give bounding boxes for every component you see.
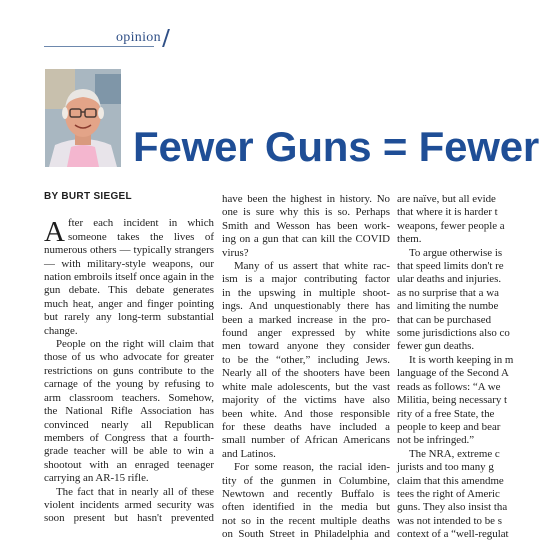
text-line: that where it is harder t bbox=[397, 206, 498, 219]
text-line: To argue otherwise is bbox=[409, 246, 503, 259]
text-line: — with military-style weapons, our bbox=[44, 257, 214, 270]
text-line: arm classroom teachers. Somehow, bbox=[44, 391, 214, 404]
text-line: been a marked increase in the pro- bbox=[222, 313, 390, 326]
text-line: people to keep and bear bbox=[397, 420, 501, 433]
text-line: in the upswing in multiple shoot- bbox=[222, 286, 390, 299]
article-headline: Fewer Guns = Fewer bbox=[133, 123, 539, 170]
text-line: tees the right of Americ bbox=[397, 487, 500, 500]
text-line: to be the “other,” including Jews. bbox=[222, 353, 390, 366]
text-line: guns. They also insist tha bbox=[397, 501, 508, 514]
text-line: fter each incident in which bbox=[67, 217, 214, 230]
text-line: gun debate. This debate generates bbox=[44, 284, 214, 297]
text-line: fewer gun deaths. bbox=[397, 340, 475, 353]
text-line: virus? bbox=[222, 246, 249, 259]
text-line: The fact that in nearly all of these bbox=[56, 485, 214, 498]
text-line: that can be purchased bbox=[397, 313, 492, 326]
text-line: ing on a gun that can kill the COVID bbox=[222, 233, 390, 246]
text-line: much heat, anger and finger pointing bbox=[44, 297, 214, 310]
article-column-3 bbox=[397, 193, 517, 541]
text-line: are naïve, but all evide bbox=[397, 193, 496, 205]
text-line: found anger expressed by white bbox=[222, 327, 390, 340]
text-line: and limiting the numbe bbox=[397, 300, 499, 313]
text-line: and Latinos. bbox=[222, 447, 276, 460]
text-line: rity of a free State, the bbox=[397, 407, 495, 420]
text-line: language of the Second A bbox=[397, 367, 509, 380]
article-column-1 bbox=[44, 190, 214, 525]
text-line: The NRA, extreme c bbox=[409, 447, 500, 460]
text-line: weapons, fewer people a bbox=[397, 219, 505, 232]
text-line: shootout with an enraged teenager bbox=[44, 458, 214, 471]
text-line: not be infringed.” bbox=[397, 434, 475, 447]
text-line: white male adolescents, but the vast bbox=[222, 380, 390, 393]
text-line: restrictions on guns contribute to the bbox=[44, 364, 214, 377]
text-line: context of a “well-regulat bbox=[397, 528, 509, 541]
text-line: Newtown and recently Buffalo is bbox=[222, 487, 390, 500]
text-line: was not intended to be s bbox=[397, 514, 502, 527]
section-kicker: opinion bbox=[116, 30, 161, 45]
kicker-slash bbox=[162, 29, 170, 47]
text-line: For some reason, the racial iden- bbox=[234, 461, 390, 474]
text-line: that speed limits don't re bbox=[397, 260, 504, 273]
author-photo bbox=[45, 69, 121, 167]
text-line: those of us who advocate for greater bbox=[44, 351, 214, 364]
text-line: soon present but hasn't prevented bbox=[44, 512, 214, 525]
text-line: It is worth keeping in m bbox=[409, 353, 514, 366]
text-line: tity of the gunmen in Columbine, bbox=[222, 474, 390, 487]
text-line: as no surprise that a wa bbox=[397, 286, 499, 299]
text-line: small number of African Americans bbox=[222, 434, 390, 447]
text-line: ism is a major contributing factor bbox=[222, 273, 390, 286]
text-line: reads as follows: “A we bbox=[397, 380, 501, 393]
text-line: not so in the recent multiple deaths bbox=[222, 514, 390, 527]
article-column-2 bbox=[222, 193, 390, 541]
text-line: been white. And those responsible bbox=[222, 407, 390, 420]
text-line: claim that this amendme bbox=[397, 474, 504, 487]
text-line: nation embroils itself once again in the bbox=[44, 271, 214, 284]
text-line: one is sure why this is so. Perhaps bbox=[222, 206, 390, 219]
section-rule bbox=[44, 46, 154, 47]
text-line: carrying an AR-15 rifle. bbox=[44, 472, 149, 485]
text-line: convinced nearly all Republican bbox=[44, 418, 214, 431]
text-line: members of Congress that a fourth- bbox=[44, 431, 214, 444]
text-line: Smith and Wesson has been work- bbox=[222, 219, 390, 232]
author-portrait-image bbox=[45, 69, 121, 167]
text-line: numerous others — typically strangers bbox=[44, 244, 214, 257]
text-line: Militia, being necessary t bbox=[397, 394, 508, 407]
text-line: Many of us assert that white rac- bbox=[234, 260, 390, 273]
text-line: People on the right will claim that bbox=[56, 338, 214, 351]
byline: BY BURT SIEGEL bbox=[44, 191, 132, 202]
text-line: have been the highest in history. No bbox=[222, 193, 390, 205]
text-line: grade teacher will be able to win a bbox=[44, 445, 214, 458]
text-line: them. bbox=[397, 233, 422, 246]
text-line: violent incidents armed security was bbox=[44, 498, 214, 511]
text-line: men toward anyone they consider bbox=[222, 340, 390, 353]
text-line: jurists and too many g bbox=[397, 461, 494, 474]
text-line: for these deaths have included a bbox=[222, 420, 390, 433]
drop-cap: A bbox=[44, 216, 65, 249]
text-line: the National Rifle Association has bbox=[44, 405, 214, 418]
text-line: but rarely any long-term substantial bbox=[44, 311, 214, 324]
text-line: majority of the victims have also bbox=[222, 394, 390, 407]
text-line: some jurisdictions also co bbox=[397, 327, 510, 340]
text-line: change. bbox=[44, 324, 78, 337]
text-line: ular deaths and injuries. bbox=[397, 273, 502, 286]
text-line: carnage of the young by refusing to bbox=[44, 378, 214, 391]
text-line: often identified in the media but bbox=[222, 501, 390, 514]
text-line: ings. And unquestionably there has bbox=[222, 300, 390, 313]
text-line: Nearly all of the shooters have been bbox=[222, 367, 390, 380]
text-line: on South Street in Philadelphia and bbox=[222, 528, 390, 541]
text-line: someone takes the lives of bbox=[67, 230, 214, 243]
